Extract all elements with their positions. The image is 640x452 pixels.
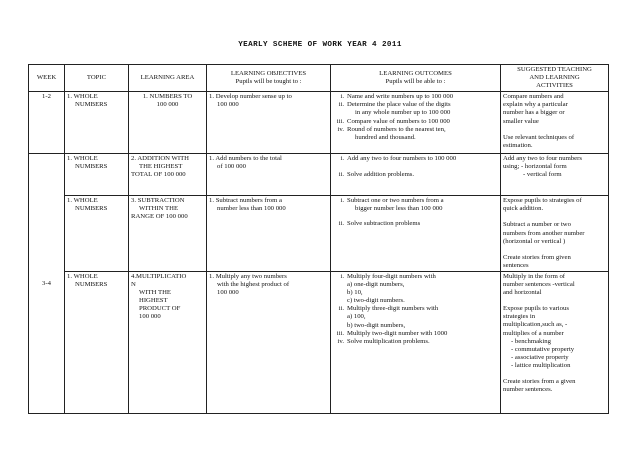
- activity-line: using; - horizontal form: [503, 163, 567, 171]
- activity-line: - benchmaking: [511, 337, 551, 345]
- activity-line: multiplies of a number: [503, 329, 564, 337]
- outcomes-list: [333, 155, 498, 179]
- header-suggested: [501, 65, 609, 92]
- area-line: PRODUCT OF: [139, 305, 181, 313]
- activity-line: numbers from another number: [503, 229, 585, 237]
- list-item: iii. Multiply two-digit number with 1000: [336, 329, 448, 337]
- header-outcomes: [331, 65, 501, 92]
- list-item: i. Multiply four-digit numbers with: [340, 272, 436, 280]
- activity-line: Create stories from a given: [503, 377, 576, 385]
- area-line: 100 000: [139, 313, 161, 321]
- outcomes-cell: [331, 271, 501, 413]
- topic-line: NUMBERS: [75, 101, 108, 109]
- topic-line: 1. WHOLE: [67, 155, 98, 163]
- list-item: b) two-digit numbers,: [347, 321, 406, 329]
- activity-line: explain why a particular: [503, 101, 568, 109]
- activity-line: Expose pupils to various: [503, 305, 569, 313]
- header-suggested-line: AND LEARNING: [529, 74, 580, 82]
- topic-cell: [65, 196, 129, 272]
- table-row: [29, 154, 609, 196]
- header-outcomes-sub: Pupils will be able to :: [385, 78, 446, 86]
- area-line: 3. SUBTRACTION: [131, 197, 185, 205]
- topic-line: 1. WHOLE: [67, 93, 98, 101]
- objective-line: 1. Develop number sense up to: [209, 93, 292, 101]
- activity-line: Expose pupils to strategies of: [503, 197, 582, 205]
- activity-line: Create stories from given: [503, 253, 571, 261]
- topic-line: 1. WHOLE: [67, 272, 98, 280]
- objective-line: number less than 100 000: [217, 205, 286, 213]
- area-line: 4.MULTIPLICATIO: [131, 272, 187, 280]
- activity-line: (horizontal or vertical ): [503, 237, 566, 245]
- activity-line: Subtract a number or two: [503, 221, 571, 229]
- area-line: 2. ADDITION WITH: [131, 155, 190, 163]
- activity-line: Multiply in the form of: [503, 272, 566, 280]
- table-row: [29, 196, 609, 272]
- list-item: c) two-digit numbers.: [347, 297, 405, 305]
- table-row: [29, 271, 609, 413]
- list-item: i. Subtract one or two numbers from a bigger number less than 100 000: [340, 197, 444, 213]
- outcomes-list: [333, 197, 498, 228]
- objective-cell: [207, 92, 331, 154]
- header-week: WEEK: [29, 65, 65, 92]
- activity-line: Add any two to four numbers: [503, 155, 582, 163]
- list-item: a) 100,: [347, 313, 366, 321]
- topic-cell: [65, 271, 129, 413]
- topic-line: 1. WHOLE: [67, 197, 98, 205]
- header-objectives: [207, 65, 331, 92]
- list-item: b) 10,: [347, 289, 363, 297]
- area-cell: [129, 92, 207, 154]
- activities-cell: [501, 92, 609, 154]
- activity-line: multiplication,such as, -: [503, 321, 568, 329]
- objective-line: with the highest product of: [217, 281, 290, 289]
- objective-line: 100 000: [217, 289, 239, 297]
- objective-line: 1. Multiply any two numbers: [209, 272, 287, 280]
- topic-cell: [65, 154, 129, 196]
- activity-line: - vertical form: [523, 171, 562, 179]
- outcomes-list: [333, 93, 498, 142]
- area-line: THE HIGHEST: [139, 163, 183, 171]
- activity-line: - lattice multiplication: [511, 361, 571, 369]
- objective-cell: [207, 196, 331, 272]
- activity-line: - commutative property: [511, 345, 575, 353]
- activity-line: Compare numbers and: [503, 93, 564, 101]
- area-cell: [129, 271, 207, 413]
- week-cell: 3-4: [29, 154, 65, 414]
- list-item: ii. Solve addition problems.: [338, 171, 415, 179]
- activities-cell: [501, 196, 609, 272]
- header-suggested-line: SUGGESTED TEACHING: [517, 66, 592, 73]
- outcomes-cell: [331, 154, 501, 196]
- list-item: a) one-digit numbers,: [347, 281, 405, 289]
- area-line: WITH THE: [139, 289, 172, 297]
- activity-line: - associative property: [511, 353, 569, 361]
- topic-line: NUMBERS: [75, 205, 108, 213]
- activities-cell: [501, 271, 609, 413]
- area-line: RANGE OF 100 000: [131, 213, 188, 221]
- header-objectives-title: LEARNING OBJECTIVES: [230, 70, 307, 78]
- area-line: HIGHEST: [139, 297, 168, 305]
- header-outcomes-title: LEARNING OUTCOMES: [379, 70, 452, 78]
- header-objectives-sub: Pupils will be tought to :: [235, 78, 302, 86]
- activity-line: number has a bigger or: [503, 109, 565, 117]
- area-line: 1. NUMBERS TO: [142, 93, 193, 101]
- activity-line: quick addition.: [503, 205, 544, 213]
- activity-line: smaller value: [503, 117, 539, 125]
- list-item: iv. Round of numbers to the nearest ten, hundred and thousand.: [337, 125, 446, 141]
- list-item: ii. Solve subtraction problems: [338, 220, 421, 228]
- week-cell: 1-2: [29, 92, 65, 154]
- objective-cell: [207, 271, 331, 413]
- topic-line: NUMBERS: [75, 163, 108, 171]
- scheme-table: [28, 64, 609, 414]
- activity-line: and horizontal: [503, 289, 542, 297]
- objective-line: 1. Subtract numbers from a: [209, 197, 282, 205]
- objective-line: 1. Add numbers to the total: [209, 155, 282, 163]
- area-cell: [129, 196, 207, 272]
- area-line: TOTAL OF 100 000: [131, 171, 186, 179]
- activity-line: estimation.: [503, 141, 533, 149]
- activity-line: sentences: [503, 261, 529, 269]
- area-line: N: [131, 281, 136, 289]
- activity-line: Use relevant techniques of: [503, 133, 575, 141]
- outcomes-list: [333, 273, 498, 346]
- topic-line: NUMBERS: [75, 281, 108, 289]
- list-item: i. Name and write numbers up to 100 000: [340, 93, 454, 101]
- area-cell: [129, 154, 207, 196]
- activity-line: strategies in: [503, 313, 536, 321]
- header-area: LEARNING AREA: [129, 65, 207, 92]
- outcomes-cell: [331, 92, 501, 154]
- page-title: YEARLY SCHEME OF WORK YEAR 4 2011: [238, 41, 402, 49]
- list-item: iv. Solve multiplication problems.: [337, 337, 430, 345]
- activity-line: number sentences.: [503, 386, 553, 394]
- header-topic: TOPIC: [65, 65, 129, 92]
- header-row: [29, 65, 609, 92]
- area-line: 100 000: [156, 101, 179, 109]
- topic-cell: [65, 92, 129, 154]
- list-item: ii. Determine the place value of the digits in any whole number up to 100 000: [338, 101, 451, 117]
- activity-line: number sentences -vertical: [503, 281, 575, 289]
- objective-line: of 100 000: [217, 163, 246, 171]
- objective-cell: [207, 154, 331, 196]
- list-item: iii. Compare value of numbers to 100 000: [336, 117, 450, 125]
- outcomes-cell: [331, 196, 501, 272]
- header-suggested-line: ACTIVITIES: [536, 82, 573, 90]
- area-line: WITHIN THE: [139, 205, 179, 213]
- list-item: i. Add any two to four numbers to 100 000: [340, 155, 457, 163]
- table-row: [29, 92, 609, 154]
- list-item: ii. Multiply three-digit numbers with: [338, 305, 439, 313]
- objective-line: 100 000: [217, 101, 239, 109]
- activities-cell: [501, 154, 609, 196]
